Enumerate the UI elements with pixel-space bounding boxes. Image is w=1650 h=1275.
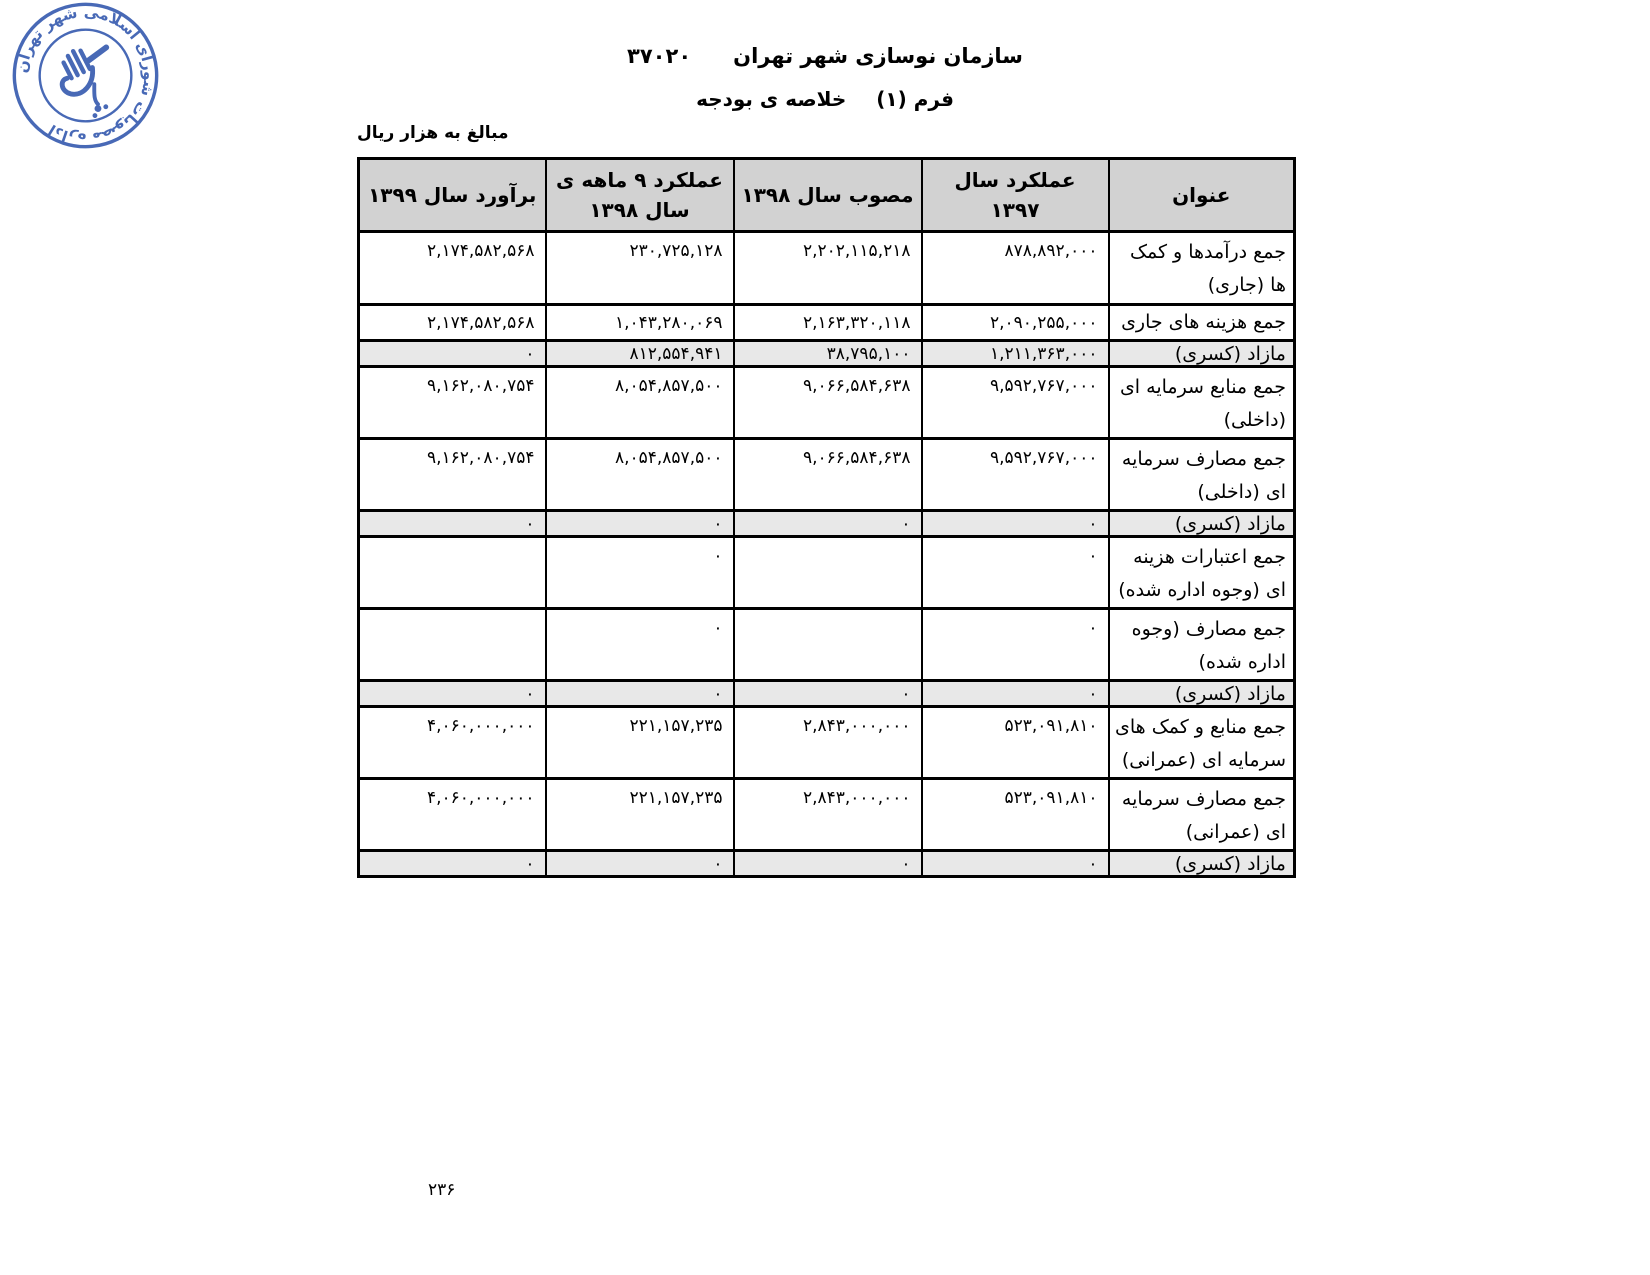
table-row (359, 609, 1295, 681)
stamp-text: اداره مصوبات شورای اسلامی شهر تهران (12, 2, 159, 149)
stamp-inner-ring (24, 14, 147, 137)
value-perf-9m-1398: ۸,۰۵۴,۸۵۷,۵۰۰ (546, 367, 734, 439)
value-perf-1397: ۰ (922, 681, 1109, 707)
council-stamp-svg (0, 0, 217, 207)
table-row (359, 537, 1295, 609)
value-approved-1398: ۹,۰۶۶,۵۸۴,۶۳۸ (734, 367, 922, 439)
value-perf-9m-1398: ۲۲۱,۱۵۷,۲۳۵ (546, 779, 734, 851)
value-approved-1398 (734, 537, 922, 609)
table-row (359, 367, 1295, 439)
value-perf-9m-1398: ۸,۰۵۴,۸۵۷,۵۰۰ (546, 439, 734, 511)
table-row (359, 707, 1295, 779)
surplus-row (359, 851, 1295, 877)
row-title: مازاد (کسری) (1109, 341, 1295, 367)
value-perf-1397: ۹,۵۹۲,۷۶۷,۰۰۰ (922, 439, 1109, 511)
value-perf-9m-1398: ۰ (546, 511, 734, 537)
value-approved-1398: ۲,۲۰۲,۱۱۵,۲۱۸ (734, 232, 922, 305)
value-perf-1397: ۱,۲۱۱,۳۶۳,۰۰۰ (922, 341, 1109, 367)
table-row (359, 232, 1295, 305)
column-header-perf-9m-1398: عملکرد ۹ ماهه ی سال ۱۳۹۸ (546, 159, 734, 232)
column-header-perf-1397: عملکرد سال ۱۳۹۷ (922, 159, 1109, 232)
value-estimate-1399: ۰ (359, 681, 546, 707)
column-header-title: عنوان (1109, 159, 1295, 232)
value-estimate-1399: ۰ (359, 511, 546, 537)
table-row (359, 439, 1295, 511)
value-estimate-1399: ۰ (359, 341, 546, 367)
row-title: جمع مصارف (وجوه اداره شده) (1109, 609, 1295, 681)
value-estimate-1399: ۴,۰۶۰,۰۰۰,۰۰۰ (359, 707, 546, 779)
value-estimate-1399: ۹,۱۶۲,۰۸۰,۷۵۴ (359, 439, 546, 511)
value-approved-1398: ۲,۸۴۳,۰۰۰,۰۰۰ (734, 707, 922, 779)
column-header-estimate-1399: برآورد سال ۱۳۹۹ (359, 159, 546, 232)
row-title: مازاد (کسری) (1109, 851, 1295, 877)
surplus-row (359, 681, 1295, 707)
value-perf-9m-1398: ۲۲۱,۱۵۷,۲۳۵ (546, 707, 734, 779)
value-perf-9m-1398: ۰ (546, 537, 734, 609)
value-perf-1397: ۰ (922, 851, 1109, 877)
row-title: جمع هزینه های جاری (1109, 305, 1295, 341)
value-approved-1398: ۲,۸۴۳,۰۰۰,۰۰۰ (734, 779, 922, 851)
row-title: جمع درآمدها و کمک ها (جاری) (1109, 232, 1295, 305)
value-perf-1397: ۵۲۳,۰۹۱,۸۱۰ (922, 707, 1109, 779)
table-row (359, 779, 1295, 851)
stamp-emblem-icon (50, 37, 132, 125)
value-perf-9m-1398: ۰ (546, 681, 734, 707)
row-title: جمع مصارف سرمایه ای (عمرانی) (1109, 779, 1295, 851)
budget-summary-table (357, 157, 1296, 878)
value-estimate-1399: ۹,۱۶۲,۰۸۰,۷۵۴ (359, 367, 546, 439)
value-estimate-1399: ۴,۰۶۰,۰۰۰,۰۰۰ (359, 779, 546, 851)
column-header-approved-1398: مصوب سال ۱۳۹۸ (734, 159, 922, 232)
surplus-row (359, 341, 1295, 367)
row-title: مازاد (کسری) (1109, 681, 1295, 707)
page-header-line1 (357, 44, 1293, 68)
value-perf-9m-1398: ۲۳۰,۷۲۵,۱۲۸ (546, 232, 734, 305)
page-number: ۲۳۶ (428, 1180, 456, 1200)
page-header-line2 (357, 87, 1293, 111)
stamp-outer-ring (0, 0, 181, 171)
value-perf-1397: ۰ (922, 537, 1109, 609)
value-perf-1397: ۲,۰۹۰,۲۵۵,۰۰۰ (922, 305, 1109, 341)
value-estimate-1399 (359, 609, 546, 681)
org-title: سازمان نوسازی شهر تهران (733, 44, 1023, 68)
surplus-row (359, 511, 1295, 537)
value-approved-1398 (734, 609, 922, 681)
row-title: جمع مصارف سرمایه ای (داخلی) (1109, 439, 1295, 511)
value-perf-9m-1398: ۰ (546, 851, 734, 877)
value-approved-1398: ۰ (734, 511, 922, 537)
value-approved-1398: ۲,۱۶۳,۳۲۰,۱۱۸ (734, 305, 922, 341)
value-perf-9m-1398: ۰ (546, 609, 734, 681)
value-approved-1398: ۰ (734, 681, 922, 707)
value-perf-9m-1398: ۱,۰۴۳,۲۸۰,۰۶۹ (546, 305, 734, 341)
value-estimate-1399: ۲,۱۷۴,۵۸۲,۵۶۸ (359, 305, 546, 341)
row-title: جمع منابع سرمایه ای (داخلی) (1109, 367, 1295, 439)
value-perf-1397: ۰ (922, 609, 1109, 681)
value-perf-1397: ۰ (922, 511, 1109, 537)
value-approved-1398: ۹,۰۶۶,۵۸۴,۶۳۸ (734, 439, 922, 511)
unit-note: مبالغ به هزار ریال (357, 123, 509, 143)
table-header-row (359, 159, 1295, 232)
value-perf-1397: ۵۲۳,۰۹۱,۸۱۰ (922, 779, 1109, 851)
value-estimate-1399 (359, 537, 546, 609)
value-approved-1398: ۳۸,۷۹۵,۱۰۰ (734, 341, 922, 367)
row-title: جمع منابع و کمک های سرمایه ای (عمرانی) (1109, 707, 1295, 779)
doc-subtitle: خلاصه ی بودجه (696, 87, 847, 111)
form-label: فرم (۱) (876, 87, 954, 111)
value-approved-1398: ۰ (734, 851, 922, 877)
row-title: مازاد (کسری) (1109, 511, 1295, 537)
value-perf-9m-1398: ۸۱۲,۵۵۴,۹۴۱ (546, 341, 734, 367)
value-estimate-1399: ۲,۱۷۴,۵۸۲,۵۶۸ (359, 232, 546, 305)
value-perf-1397: ۸۷۸,۸۹۲,۰۰۰ (922, 232, 1109, 305)
value-estimate-1399: ۰ (359, 851, 546, 877)
table-row (359, 305, 1295, 341)
row-title: جمع اعتبارات هزینه ای (وجوه اداره شده) (1109, 537, 1295, 609)
value-perf-1397: ۹,۵۹۲,۷۶۷,۰۰۰ (922, 367, 1109, 439)
svg-text:اداره مصوبات شورای اسلامی شهر (0, 0, 183, 169)
council-stamp (0, 0, 217, 207)
org-code: ۳۷۰۲۰ (627, 44, 692, 68)
